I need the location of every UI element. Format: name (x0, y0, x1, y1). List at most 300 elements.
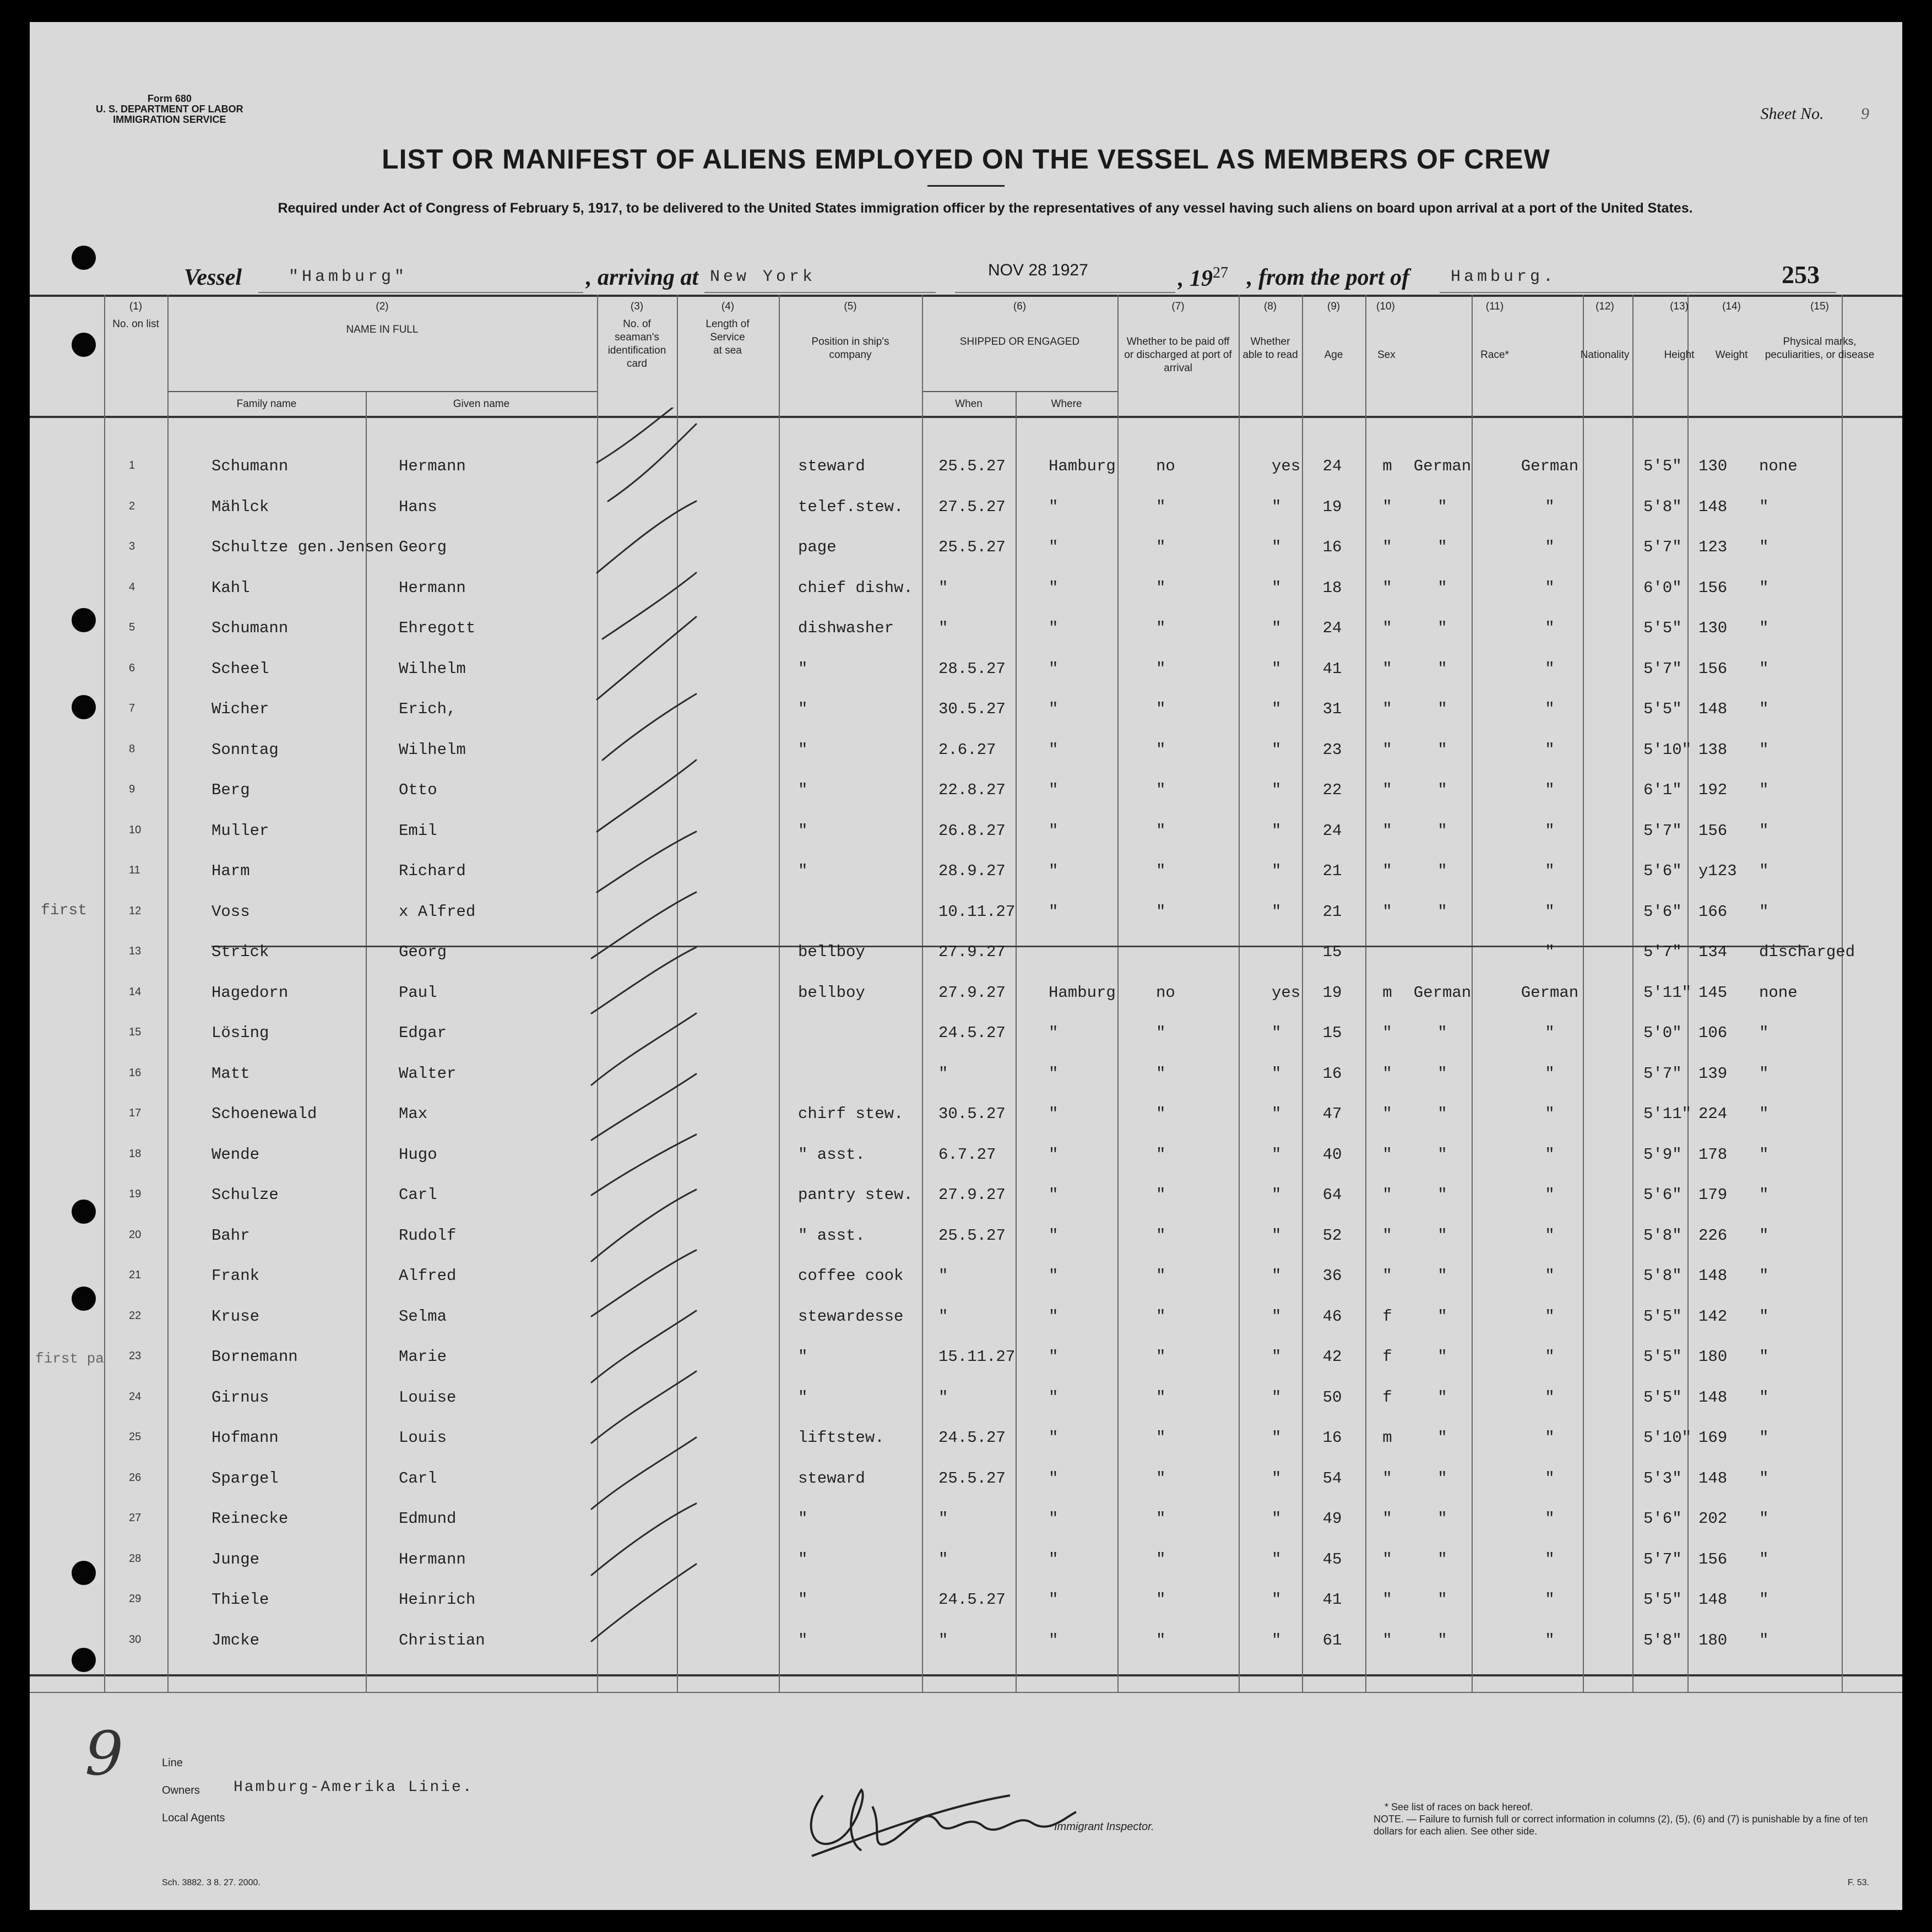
age-cell: 18 (1322, 578, 1342, 597)
height-cell: 6'0" (1643, 578, 1682, 597)
sex-cell: " (1382, 1631, 1392, 1649)
col-14-label: Weight (1715, 349, 1748, 361)
shipped-when-cell: " (938, 1631, 948, 1649)
height-cell: 5'5" (1643, 700, 1682, 718)
name-subheader-rule (167, 391, 597, 392)
nationality-cell: " (1545, 1226, 1555, 1245)
checkmark (591, 1311, 696, 1382)
family-name-cell: Hofmann (211, 1429, 279, 1447)
checkmark (591, 1504, 696, 1575)
weight-cell: 202 (1698, 1510, 1728, 1528)
height-cell: 5'7" (1643, 1550, 1682, 1569)
punch-hole (72, 695, 96, 719)
shipped-where-cell: " (1049, 862, 1059, 880)
shipped-where-cell: " (1049, 740, 1059, 759)
shipped-when-cell: " (938, 1064, 948, 1083)
position-cell: pantry stew. (798, 1186, 913, 1204)
able-to-read-cell: " (1272, 497, 1282, 516)
checkmark (591, 1437, 696, 1509)
col-7-num: (7) (1171, 301, 1185, 312)
row-number: 25 (129, 1431, 142, 1443)
given-name-cell: Otto (399, 781, 437, 799)
family-name-cell: Spargel (211, 1469, 279, 1488)
family-name-cell: Girnus (211, 1388, 269, 1407)
row-number: 3 (129, 540, 135, 552)
position-cell: " (798, 821, 808, 840)
age-cell: 64 (1322, 1186, 1342, 1204)
family-name-cell: Scheel (211, 659, 269, 678)
row-number: 1 (129, 459, 135, 471)
physical-marks-cell: " (1759, 659, 1769, 678)
sheet-number (1761, 105, 1869, 123)
paid-off-cell: " (1156, 1267, 1166, 1285)
family-name-cell: Bahr (211, 1226, 250, 1245)
row-number: 13 (129, 945, 142, 957)
weight-cell: 226 (1698, 1226, 1728, 1245)
age-cell: 16 (1322, 1429, 1342, 1447)
shipped-subheader-rule (922, 391, 1117, 392)
age-cell: 16 (1322, 538, 1342, 556)
handwritten-page-mark: 9 (85, 1718, 123, 1789)
row-number: 2 (129, 500, 135, 512)
age-cell: 22 (1322, 781, 1342, 799)
col-2-label: NAME IN FULL (346, 324, 419, 335)
sex-cell: " (1382, 1510, 1392, 1528)
position-cell: " (798, 740, 808, 759)
given-name-cell: Selma (399, 1307, 447, 1326)
date-underline (955, 292, 1175, 293)
height-cell: 5'11" (1643, 983, 1692, 1002)
physical-marks-cell: " (1759, 1186, 1769, 1204)
row-number: 24 (129, 1390, 142, 1403)
family-name-cell: Berg (211, 781, 250, 799)
nationality-cell: " (1545, 1307, 1555, 1326)
paid-off-cell: no (1156, 457, 1175, 475)
family-name-cell: Schulze (211, 1186, 279, 1204)
position-cell: " (798, 1388, 808, 1407)
physical-marks-cell: " (1759, 1105, 1769, 1123)
paid-off-cell: " (1156, 781, 1166, 799)
nationality-cell: " (1545, 578, 1555, 597)
family-name-cell: Muller (211, 821, 269, 840)
given-name-cell: Hugo (399, 1145, 437, 1164)
weight-cell: 148 (1698, 1591, 1728, 1609)
given-name-cell: Emil (399, 821, 437, 840)
footnotes (1374, 1801, 1869, 1837)
col-divider (1016, 391, 1017, 1692)
paid-off-cell: " (1156, 1591, 1166, 1609)
family-name-cell: Voss (211, 902, 250, 921)
family-name-cell: Frank (211, 1267, 260, 1285)
col-5-label: Position in ship's company (811, 336, 889, 361)
sex-cell: " (1382, 1145, 1392, 1164)
year-prefix: , 19 (1178, 266, 1213, 291)
col-11-num: (11) (1485, 301, 1504, 312)
given-name-cell: Carl (399, 1469, 437, 1488)
paid-off-cell: " (1156, 1145, 1166, 1164)
paid-off-cell: " (1156, 1186, 1166, 1204)
header-bottom-border (30, 416, 1902, 418)
col-3-num: (3) (630, 301, 644, 312)
paid-off-cell: " (1156, 1550, 1166, 1569)
height-cell: 5'5" (1643, 1591, 1682, 1609)
shipped-when-cell: " (938, 1388, 948, 1407)
shipped-when-cell: 27.5.27 (938, 497, 1006, 516)
owners-label: Owners (162, 1784, 200, 1797)
row-number: 7 (129, 702, 135, 714)
shipped-where-cell: " (1049, 1388, 1059, 1407)
position-cell: " (798, 1348, 808, 1366)
weight-cell: 192 (1698, 781, 1728, 799)
checkmark (591, 1074, 696, 1140)
col-2-num: (2) (376, 301, 389, 312)
id-card-checkmarks (558, 408, 713, 1674)
inspector-label: Immigrant Inspector. (1054, 1821, 1154, 1833)
height-cell: 5'8" (1643, 1631, 1682, 1649)
shipped-where-cell: " (1049, 1186, 1059, 1204)
given-name-cell: Georg (399, 943, 447, 961)
shipped-where-cell: " (1049, 1469, 1059, 1488)
sex-cell: f (1382, 1388, 1392, 1407)
able-to-read-cell: yes (1272, 457, 1301, 475)
race-cell: " (1437, 578, 1447, 597)
col-2-header (167, 300, 597, 337)
row-number: 30 (129, 1633, 142, 1646)
paid-off-cell: " (1156, 821, 1166, 840)
given-name-cell: Edgar (399, 1024, 447, 1042)
row-number: 19 (129, 1188, 142, 1200)
form-code: F. 53. (1847, 1878, 1869, 1887)
sex-cell: " (1382, 1591, 1392, 1609)
paid-off-cell: " (1156, 1388, 1166, 1407)
nationality-cell: " (1545, 1388, 1555, 1407)
position-cell: " asst. (798, 1226, 865, 1245)
col-14-header (1701, 300, 1762, 362)
given-name-header: Given name (453, 398, 510, 410)
paid-off-cell: " (1156, 902, 1166, 921)
physical-marks-cell: " (1759, 902, 1769, 921)
able-to-read-cell: " (1272, 1024, 1282, 1042)
punch-hole (72, 333, 96, 357)
shipped-where-cell: " (1049, 821, 1059, 840)
paid-off-cell: " (1156, 1469, 1166, 1488)
shipped-when-cell: 22.8.27 (938, 781, 1006, 799)
age-cell: 40 (1322, 1145, 1342, 1164)
able-to-read-cell: " (1272, 1145, 1282, 1164)
sex-cell: " (1382, 1267, 1392, 1285)
paid-off-cell: " (1156, 1064, 1166, 1083)
given-name-cell: Rudolf (399, 1226, 457, 1245)
weight-cell: 180 (1698, 1348, 1728, 1366)
sex-cell: " (1382, 497, 1392, 516)
able-to-read-cell: " (1272, 1388, 1282, 1407)
height-cell: 5'9" (1643, 1145, 1682, 1164)
vessel-underline (258, 292, 583, 293)
shipped-where-cell: " (1049, 1024, 1059, 1042)
race-cell: " (1437, 659, 1447, 678)
paid-off-cell: " (1156, 1105, 1166, 1123)
paid-off-cell: " (1156, 1631, 1166, 1649)
shipped-where-cell: " (1049, 1591, 1059, 1609)
checkmark (591, 947, 696, 1013)
row-number: 10 (129, 823, 142, 836)
race-cell: German (1413, 983, 1472, 1002)
shipped-when-cell: 28.9.27 (938, 862, 1006, 880)
nationality-cell: " (1545, 943, 1555, 961)
physical-marks-cell: " (1759, 1064, 1769, 1083)
age-cell: 21 (1322, 862, 1342, 880)
weight-cell: 148 (1698, 700, 1728, 718)
physical-marks-cell: discharged (1759, 943, 1855, 961)
shipped-where-cell: " (1049, 578, 1059, 597)
position-cell: chief dishw. (798, 578, 913, 597)
shipped-where-cell: Hamburg (1049, 457, 1116, 475)
col-divider (779, 295, 780, 1692)
form-number: Form 680 (147, 93, 192, 104)
race-cell: " (1437, 1024, 1447, 1042)
able-to-read-cell: " (1272, 1064, 1282, 1083)
height-cell: 5'0" (1643, 1024, 1682, 1042)
shipped-when-cell: " (938, 1510, 948, 1528)
height-cell: 5'7" (1643, 821, 1682, 840)
physical-marks-cell: none (1759, 457, 1798, 475)
race-cell: " (1437, 821, 1447, 840)
able-to-read-cell: " (1272, 1307, 1282, 1326)
nationality-cell: " (1545, 538, 1555, 556)
able-to-read-cell: " (1272, 578, 1282, 597)
position-cell: " asst. (798, 1145, 865, 1164)
nationality-cell: " (1545, 1348, 1555, 1366)
height-cell: 5'6" (1643, 902, 1682, 921)
from-port: Hamburg. (1451, 268, 1557, 286)
nationality-cell: " (1545, 1105, 1555, 1123)
race-cell: " (1437, 619, 1447, 637)
physical-marks-cell: " (1759, 862, 1769, 880)
row-number: 5 (129, 621, 135, 633)
sex-cell: m (1382, 457, 1392, 475)
vessel-label: Vessel (184, 265, 242, 290)
shipped-where-cell: " (1049, 902, 1059, 921)
line-label: Line (162, 1757, 183, 1769)
weight-cell: 156 (1698, 578, 1728, 597)
position-cell: " (798, 1510, 808, 1528)
col-13-num: (13) (1670, 301, 1689, 312)
sheet-no-label: Sheet No. (1760, 105, 1824, 123)
shipped-where-cell: " (1049, 1064, 1059, 1083)
col-5-num: (5) (844, 301, 857, 312)
position-cell: steward (798, 457, 865, 475)
physical-marks-cell: " (1759, 1145, 1769, 1164)
when-header: When (955, 398, 983, 410)
nationality-cell: " (1545, 497, 1555, 516)
given-name-cell: Hermann (399, 1550, 466, 1569)
col-15-num: (15) (1810, 301, 1829, 312)
col-4-header (682, 300, 773, 357)
given-name-cell: Alfred (399, 1267, 457, 1285)
shipped-when-cell: " (938, 619, 948, 637)
age-cell: 23 (1322, 740, 1342, 759)
col-5-header (784, 300, 916, 362)
shipped-where-cell: " (1049, 497, 1059, 516)
sex-cell: " (1382, 700, 1392, 718)
table-bottom-border (30, 1674, 1902, 1676)
row-number: 26 (129, 1471, 142, 1484)
sex-cell: " (1382, 1024, 1392, 1042)
family-name-cell: Jmcke (211, 1631, 260, 1649)
nationality-cell: " (1545, 619, 1555, 637)
arriving-port: New York (710, 268, 816, 286)
position-cell: dishwasher (798, 619, 894, 637)
footnote-penalty: NOTE. — Failure to furnish full or correct information in columns (2), (5), (6) and (7) is punishable by a fine of ten dollars for each alien. See other side. (1374, 1814, 1868, 1837)
age-cell: 24 (1322, 457, 1342, 475)
sex-cell: " (1382, 821, 1392, 840)
race-cell: " (1437, 1226, 1447, 1245)
height-cell: 5'7" (1643, 538, 1682, 556)
race-cell: German (1413, 457, 1472, 475)
sex-cell: f (1382, 1307, 1392, 1326)
paid-off-cell: " (1156, 619, 1166, 637)
race-cell: " (1437, 902, 1447, 921)
col-11-label: Race* (1480, 349, 1509, 361)
paid-off-cell: " (1156, 1226, 1166, 1245)
paid-off-cell: " (1156, 1307, 1166, 1326)
age-cell: 61 (1322, 1631, 1342, 1649)
weight-cell: y123 (1698, 862, 1737, 880)
age-cell: 46 (1322, 1307, 1342, 1326)
nationality-cell: " (1545, 781, 1555, 799)
age-cell: 36 (1322, 1267, 1342, 1285)
given-name-cell: Walter (399, 1064, 457, 1083)
race-cell: " (1437, 1388, 1447, 1407)
nationality-cell: " (1545, 862, 1555, 880)
position-cell: " (798, 1631, 808, 1649)
able-to-read-cell: " (1272, 1469, 1282, 1488)
family-name-cell: Thiele (211, 1591, 269, 1609)
race-cell: " (1437, 700, 1447, 718)
shipped-when-cell: 27.9.27 (938, 983, 1006, 1002)
row-number: 27 (129, 1512, 142, 1524)
shipped-where-cell: " (1049, 1631, 1059, 1649)
checkmark (591, 1250, 696, 1316)
shipped-when-cell: " (938, 1307, 948, 1326)
position-cell: " (798, 781, 808, 799)
weight-cell: 134 (1698, 943, 1728, 961)
able-to-read-cell: " (1272, 1348, 1282, 1366)
paid-off-cell: " (1156, 862, 1166, 880)
shipped-when-cell: 25.5.27 (938, 1226, 1006, 1245)
sex-cell: " (1382, 578, 1392, 597)
sex-cell: " (1382, 740, 1392, 759)
able-to-read-cell: " (1272, 538, 1282, 556)
shipped-where-cell: " (1049, 619, 1059, 637)
punch-hole (72, 608, 96, 632)
col-4-label: Length of Service at sea (705, 318, 750, 356)
row-number: 29 (129, 1593, 142, 1605)
checkmark (597, 617, 696, 699)
able-to-read-cell: " (1272, 1550, 1282, 1569)
weight-cell: 166 (1698, 902, 1728, 921)
from-underline (1440, 292, 1836, 293)
position-cell: bellboy (798, 943, 865, 961)
col-9-label: Age (1324, 349, 1343, 361)
sex-cell: " (1382, 1186, 1392, 1204)
family-name-cell: Sonntag (211, 740, 279, 759)
given-name-cell: Max (399, 1105, 428, 1123)
physical-marks-cell: " (1759, 497, 1769, 516)
physical-marks-cell: none (1759, 983, 1798, 1002)
col-8-num: (8) (1263, 301, 1277, 312)
weight-cell: 156 (1698, 821, 1728, 840)
checkmark (597, 760, 696, 832)
nationality-cell: " (1545, 1024, 1555, 1042)
sex-cell: " (1382, 619, 1392, 637)
family-name-cell: Schumann (211, 619, 289, 637)
nationality-cell: " (1545, 1145, 1555, 1164)
position-cell: steward (798, 1469, 865, 1488)
sex-cell: " (1382, 1226, 1392, 1245)
paid-off-cell: " (1156, 1429, 1166, 1447)
physical-marks-cell: " (1759, 1226, 1769, 1245)
sex-cell: " (1382, 862, 1392, 880)
col-12-num: (12) (1595, 301, 1614, 312)
table-bottom-rule (30, 1692, 1902, 1693)
col-divider (104, 295, 105, 1692)
position-cell: page (798, 538, 837, 556)
shipped-where-cell: " (1049, 1550, 1059, 1569)
position-cell: " (798, 1591, 808, 1609)
given-name-cell: Marie (399, 1348, 447, 1366)
shipped-when-cell: 25.5.27 (938, 538, 1006, 556)
shipped-where-cell: " (1049, 1510, 1059, 1528)
physical-marks-cell: " (1759, 538, 1769, 556)
position-cell: " (798, 862, 808, 880)
race-cell: " (1437, 1348, 1447, 1366)
family-name-cell: Mählck (211, 497, 269, 516)
family-name-cell: Junge (211, 1550, 260, 1569)
weight-cell: 148 (1698, 497, 1728, 516)
position-cell: bellboy (798, 983, 865, 1002)
checkmark (591, 1190, 696, 1261)
row-number: 12 (129, 904, 142, 917)
weight-cell: 179 (1698, 1186, 1728, 1204)
sex-cell: " (1382, 538, 1392, 556)
row-number: 16 (129, 1066, 142, 1079)
age-cell: 54 (1322, 1469, 1342, 1488)
able-to-read-cell: " (1272, 700, 1282, 718)
col-divider (1117, 295, 1119, 1692)
height-cell: 5'8" (1643, 497, 1682, 516)
able-to-read-cell: " (1272, 1186, 1282, 1204)
row-number: 15 (129, 1026, 142, 1038)
col-divider (1632, 295, 1633, 1692)
punch-hole (72, 1648, 96, 1672)
race-cell: " (1437, 1145, 1447, 1164)
shipped-when-cell: 27.9.27 (938, 1186, 1006, 1204)
race-cell: " (1437, 740, 1447, 759)
row-number: 23 (129, 1350, 142, 1362)
weight-cell: 130 (1698, 619, 1728, 637)
shipped-when-cell: " (938, 1267, 948, 1285)
nationality-cell: " (1545, 1550, 1555, 1569)
shipped-where-cell: " (1049, 659, 1059, 678)
family-name-cell: Wende (211, 1145, 260, 1164)
race-cell: " (1437, 1186, 1447, 1204)
given-name-cell: Richard (399, 862, 466, 880)
able-to-read-cell: " (1272, 821, 1282, 840)
row-number: 9 (129, 783, 135, 795)
able-to-read-cell: " (1272, 1267, 1282, 1285)
col-6-header (922, 300, 1117, 349)
